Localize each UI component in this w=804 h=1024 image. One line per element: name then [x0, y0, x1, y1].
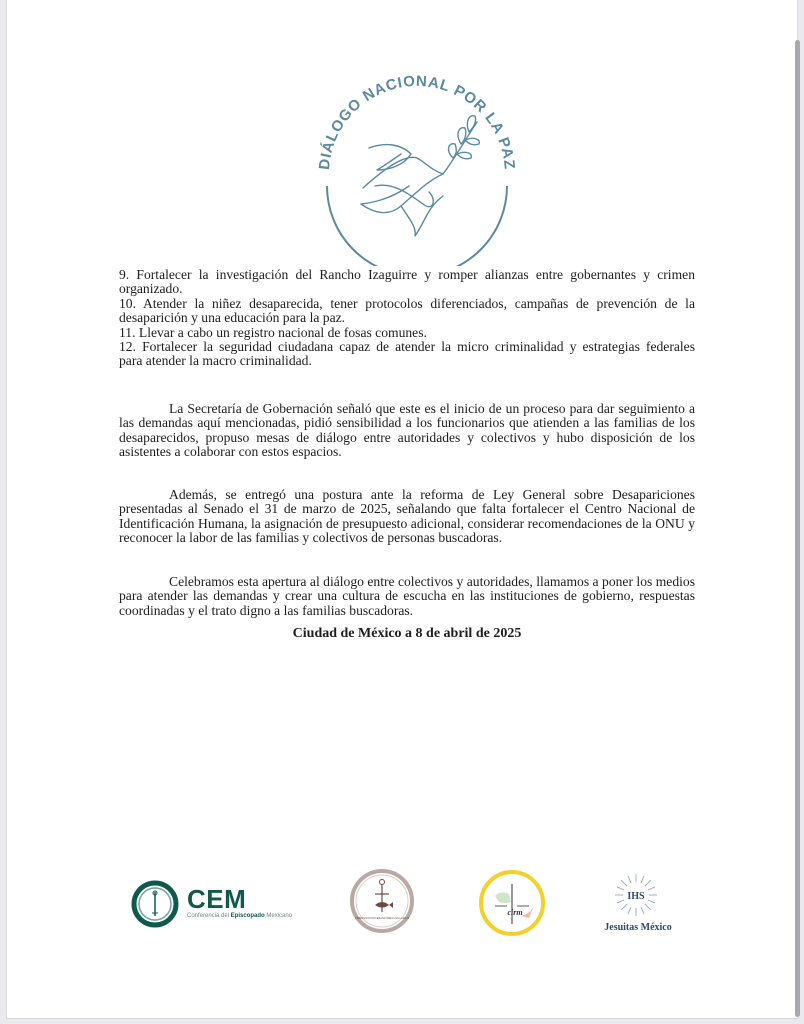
cirm-text: cirm — [507, 908, 523, 917]
list-item-12-line2: para atender la macro criminalidad. — [119, 353, 312, 369]
date-line: Ciudad de México a 8 de abril de 2025 — [292, 626, 522, 641]
scrollbar[interactable] — [795, 40, 800, 1017]
cem-subtitle — [187, 913, 292, 919]
list-item-12-line1: 12. Fortalecer la seguridad ciudadana capaz de atender la micro criminalidad y estrategias federales — [119, 339, 695, 355]
jesuitas-wordmark: Jesuitas México — [604, 922, 672, 933]
cem-sub-post: Mexicano — [264, 913, 293, 919]
cem-sub-bold: Episcopado — [230, 913, 265, 919]
ihs-monogram: IHS — [627, 891, 645, 902]
diocese-laicos-logo — [349, 868, 415, 934]
list-item-9-line2: organizado. — [119, 281, 183, 297]
emblem-title: DIÁLOGO NACIONAL POR LA PAZ — [315, 72, 518, 171]
cem-logo-icon — [131, 880, 179, 928]
paragraph-text: Además, se entregó una postura ante la reforma de Ley General sobre Desapariciones presentadas al Senado el 31 de marzo de 2025, señalando que falta fortalecer el Centro Nacional de Identificación Humana, la asignación de presupuesto adicional, considerar recomendaciones de la ONU y reconocer la labor de las familias y colectivos de personas buscadoras. — [119, 487, 695, 546]
paragraph-text: La Secretaría de Gobernación señaló que este es el inicio de un proceso para dar seguimiento a las demandas aquí mencionadas, pidió sensibilidad a los funcionarios que atienden a las familias de los desaparecidos, propuso mesas de diálogo entre autoridades y colectivos y hubo disposición de los asistentes a colaborar con estos espacios. — [119, 401, 695, 460]
list-item-11: 11. Llevar a cabo un registro nacional de fosas comunes. — [119, 324, 427, 340]
list-item-10-line2: desaparición y una educación para la paz. — [119, 310, 346, 326]
cirm-logo — [477, 868, 547, 938]
emblem-ring — [327, 186, 507, 266]
document-page — [6, 0, 798, 1019]
jesuitas-sun-icon — [613, 872, 659, 918]
list-item-9-line1: 9. Fortalecer la investigación del Rancho Izaguirre y romper alianzas entre gobernantes y crimen — [119, 267, 695, 282]
cem-wordmark — [187, 886, 292, 919]
paragraph-gobernacion — [119, 402, 695, 460]
paragraph-celebramos — [119, 575, 695, 618]
cem-title: CEM — [187, 884, 247, 914]
paragraph-reforma — [119, 488, 695, 546]
dove-icon — [361, 116, 479, 236]
cem-sub-pre: Conferencia del — [187, 913, 231, 919]
diocese-text: DIMENSIÓN DIOCESANA PARA LOS LAICOS — [354, 917, 410, 920]
dialogo-nacional-emblem — [305, 46, 529, 266]
list-item-10-line1: 10. Atender la niñez desaparecida, tener protocolos diferenciados, campañas de prevención de la — [119, 295, 695, 311]
paragraph-text: Celebramos esta apertura al diálogo entre colectivos y autoridades, llamamos a poner los medios para atender las demandas y crear una cultura de escucha en las instituciones de gobierno, respuestas coordinadas y el trato digno a las familias buscadoras. — [119, 574, 695, 618]
demands-list — [119, 268, 695, 369]
